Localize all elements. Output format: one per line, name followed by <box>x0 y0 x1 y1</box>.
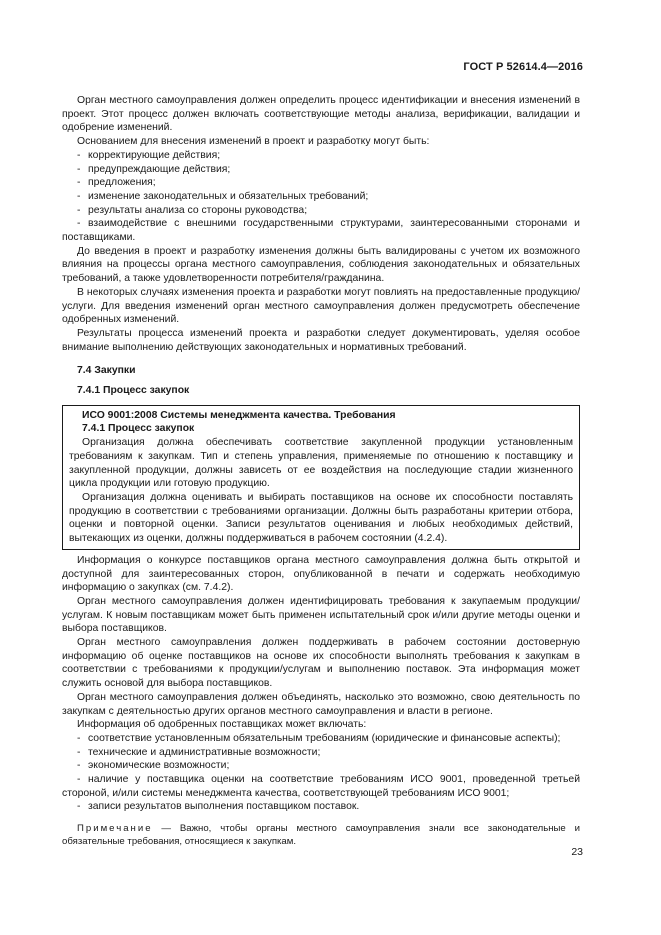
list-item: - записи результатов выполнения поставщиком поставок. <box>77 801 360 813</box>
paragraph: Орган местного самоуправления должен определить процесс идентификации и внесения изменений в проект. Этот процесс должен включать соответствующие методы анализа, верификации, валидации и одобрение изменений. <box>62 95 580 134</box>
standard-code: ГОСТ Р 52614.4—2016 <box>463 61 583 73</box>
quote-paragraph: Организация должна оценивать и выбирать поставщиков на основе их способности поставлять продукцию в соответствии с требованиями организации. Должны быть разработаны критерии отбора, оценки и повторной оценки. Записи результатов оценивания и любых необходимых действий, вытекающих из оценки, должны поддерживаться в рабочем состоянии (4.2.4). <box>69 491 573 545</box>
change-basis-list <box>62 149 580 245</box>
quote-paragraph: Организация должна обеспечивать соответствие закупленной продукции установленным требованиям к закупкам. Тип и степень управления, применяемые по отношению к поставщику и закупленной продукции, должны зависеть от ее воздействия на последующие стадии жизненного цикла продукции или готовую продукцию. <box>69 437 573 490</box>
subsection-heading: 7.4.1 Процесс закупок <box>77 385 190 397</box>
list-item: - предложения; <box>77 177 156 189</box>
paragraph: Орган местного самоуправления должен идентифицировать требования к закупаемым продукции/услугам. К новым поставщикам может быть применен испытательный срок и/или другие методы оценки и выбора поставщиков. <box>62 595 580 635</box>
list-dash: - <box>77 746 81 758</box>
list-dash: - <box>77 190 81 202</box>
list-dash: - <box>77 163 81 175</box>
page-number: 23 <box>571 846 583 858</box>
page-content <box>62 94 580 848</box>
note-label: Примечание <box>77 823 153 835</box>
list-item: - соответствие установленным обязательным требованиям (юридические и финансовые аспекты); <box>77 732 561 744</box>
list-item: - результаты анализа со стороны руководства; <box>77 204 308 216</box>
list-item: - взаимодействие с внешними государственными структурами, заинтересованными сторонами и поставщиками. <box>62 218 580 244</box>
list-dash: - <box>77 801 81 813</box>
paragraph: В некоторых случаях изменения проекта и разработки могут повлиять на предоставленные продукцию/услуги. Для введения изменений орган местного самоуправления должен предусмотреть обеспечение одобренных изменений. <box>62 286 580 326</box>
section-heading: 7.4 Закупки <box>77 365 136 377</box>
list-dash: - <box>77 177 81 189</box>
supplier-info-list <box>62 732 580 814</box>
list-dash: - <box>77 732 81 744</box>
list-item: - технические и административные возможности; <box>77 746 321 758</box>
list-item: - корректирующие действия; <box>77 149 221 161</box>
list-item: - наличие у поставщика оценки на соответствие требованиям ИСО 9001, проведенной третьей стороной, и/или системы менеджмента качества, соответствующей требованиям ИСО 9001; <box>62 774 580 799</box>
note-text: — Важно, чтобы органы местного самоуправления знали все законодательные и обязательные требования, относящиеся к закупкам. <box>62 823 580 848</box>
list-dash: - <box>77 218 81 230</box>
paragraph: До введения в проект и разработку изменения должны быть валидированы с учетом их возможного влияния на процессы органа местного самоуправления, соблюдения законодательных и обязательных требований, а также удовлетворенности потребителя/гражданина. <box>62 245 580 285</box>
list-dash: - <box>77 760 81 772</box>
note <box>62 822 580 848</box>
paragraph: Информация о конкурсе поставщиков органа местного самоуправления должна быть открытой и доступной для заинтересованных сторон, опубликованной в печати и содержать необходимую информацию о закупках (см. 7.4.2). <box>62 554 580 594</box>
quote-title: ИСО 9001:2008 Системы менеджмента качества. Требования <box>82 409 396 421</box>
list-item: - изменение законодательных и обязательных требований; <box>77 190 369 202</box>
paragraph: Результаты процесса изменений проекта и разработки следует документировать, уделяя особое внимание выполнению действующих законодательных и нормативных требований. <box>62 327 580 353</box>
paragraph: Основанием для внесения изменений в проект и разработку могут быть: <box>77 136 430 148</box>
iso-quote-box <box>62 405 580 550</box>
list-item: - предупреждающие действия; <box>77 163 231 175</box>
quote-subtitle: 7.4.1 Процесс закупок <box>82 423 195 435</box>
paragraph: Орган местного самоуправления должен поддерживать в рабочем состоянии достоверную информацию об оценке поставщиков на основе их способности выполнять требования к закупкам в соответствии с требованиями к продукции/услугам и выполнению поставок. Эта информация может служить основой для выбора поставщиков. <box>62 637 580 690</box>
paragraph: Орган местного самоуправления должен объединять, насколько это возможно, свою деятельность по закупкам с деятельностью других органов местного самоуправления и власти в регионе. <box>62 691 580 717</box>
list-dash: - <box>77 149 81 161</box>
list-item: - экономические возможности; <box>77 760 230 772</box>
paragraph: Информация об одобренных поставщиках может включать: <box>77 719 367 731</box>
list-dash: - <box>77 774 81 786</box>
list-dash: - <box>77 204 81 216</box>
